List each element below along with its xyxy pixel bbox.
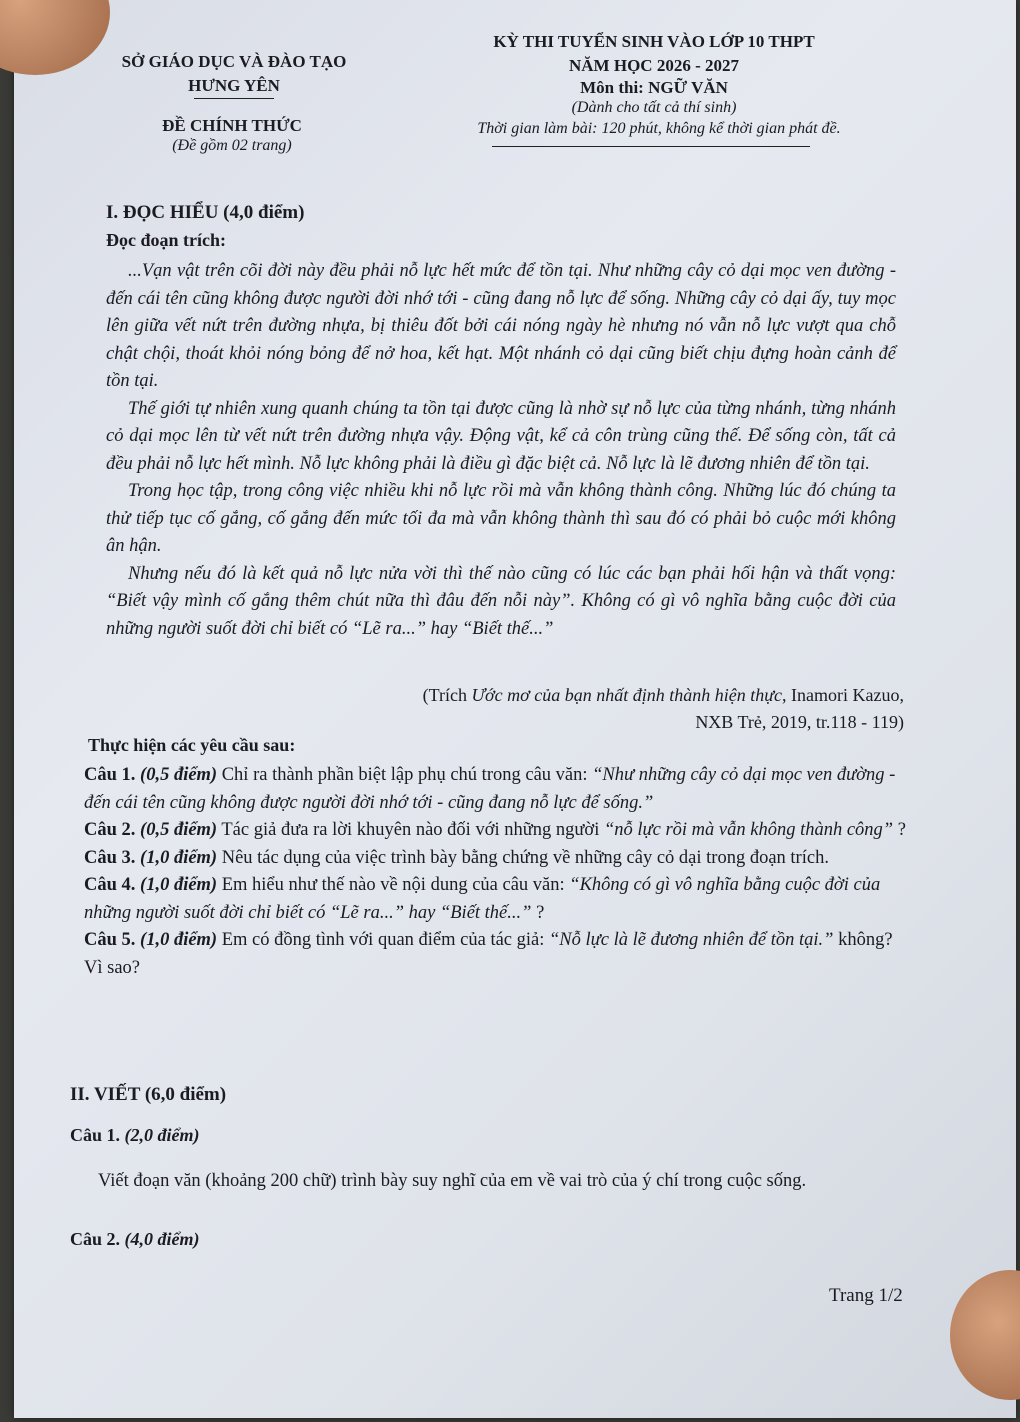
question-1-quote: “Như những cây cỏ dại mọc ven đường - đến cái tên cũng không được người đời nhớ tới - cũng đang nỗ lực để sống.” — [84, 765, 896, 813]
question-4-text: Em hiểu như thế nào về nội dung của câu văn: — [217, 875, 570, 895]
section2-question-1-heading — [70, 1125, 200, 1146]
question-4-points: (1,0 điểm) — [140, 875, 218, 895]
section2-question-2-heading — [70, 1229, 200, 1250]
question-3-num: Câu 3. — [84, 847, 136, 868]
question-1-num: Câu 1. — [84, 765, 136, 785]
question-1 — [84, 762, 914, 817]
question-5-quote: “Nỗ lực là lẽ đương nhiên để tồn tại.” — [549, 930, 834, 950]
audience: (Dành cho tất cả thí sinh) — [571, 99, 737, 116]
source-title: Ước mơ của bạn nhất định thành hiện thực — [471, 685, 783, 705]
tasks-label: Thực hiện các yêu cầu sau: — [88, 735, 296, 755]
section2-q2-num: Câu 2. — [70, 1229, 121, 1249]
question-5 — [84, 927, 914, 982]
read-label: Đọc đoạn trích: — [106, 230, 226, 250]
question-2-points: (0,5 điểm) — [140, 820, 218, 840]
passage-paragraph-3: Trong học tập, trong công việc nhiều khi nỗ lực rồi mà vẫn không thành công. Những lúc đó chúng ta thử tiếp tục cố gắng, cố gắng đến mức tối đa mà vẫn không thành thì sau đó có phải bỏ cuộc mới không ân hận. — [106, 481, 896, 556]
subject: Môn thi: NGỮ VĂN — [580, 78, 728, 97]
question-4 — [84, 872, 914, 927]
question-5-tail: không? Vì sao? — [84, 930, 893, 978]
question-3 — [84, 845, 914, 873]
time-note: Thời gian làm bài: 120 phút, không kể thời gian phát đề. — [477, 120, 841, 137]
passage-paragraph-2: Thế giới tự nhiên xung quanh chúng ta tồn tại được cũng là nhờ sự nỗ lực của từng nhánh, từng nhánh cỏ dại mọc lên từ vết nứt trên đường nhựa vậy. Động vật, kể cả côn trùng cũng thế. Để sống còn, tất cả đều phải nỗ lực hết mình. Nỗ lực không phải là điều gì đặc biệt cả. Nỗ lực là lẽ đương nhiên để tồn tại. — [106, 398, 896, 474]
section1-title: I. ĐỌC HIỂU (4,0 điểm) — [106, 202, 305, 223]
question-5-num: Câu 5. — [84, 930, 136, 950]
passage-paragraph-4: Nhưng nếu đó là kết quả nỗ lực nửa vời thì thế nào cũng có lúc các bạn phải hối hận và thất vọng: “Biết vậy mình cố gắng thêm chút nữa thì đâu đến nỗi này”. Không có gì vô nghĩa bằng cuộc đời của những người suốt đời chỉ biết có “Lẽ ra...” hay “Biết thế...” — [106, 563, 896, 639]
source-line2: NXB Trẻ, 2019, tr.118 - 119) — [695, 712, 904, 732]
question-list — [84, 762, 914, 982]
source-citation — [314, 682, 904, 736]
dept-underline — [194, 98, 274, 99]
question-4-num: Câu 4. — [84, 875, 136, 895]
page-number: Trang 1/2 — [829, 1285, 903, 1306]
question-2-text: Tác giả đưa ra lời khuyên nào đối với những người — [217, 820, 604, 840]
question-2-tail: ? — [893, 820, 906, 840]
section2-q1-num: Câu 1. — [70, 1125, 121, 1145]
question-2-quote: “nỗ lực rồi mà vẫn không thành công” — [603, 820, 894, 840]
pages-note: (Đề gồm 02 trang) — [172, 137, 292, 154]
section2-q1-points: (2,0 điểm) — [124, 1125, 200, 1145]
exam-paper — [14, 0, 1016, 1418]
passage — [106, 258, 896, 643]
source-prefix: (Trích — [422, 685, 472, 705]
dept-line1: SỞ GIÁO DỤC VÀ ĐÀO TẠO — [121, 52, 347, 71]
question-2 — [84, 817, 914, 845]
dept-line2: HƯNG YÊN — [188, 76, 280, 95]
question-2-num: Câu 2. — [84, 820, 136, 840]
question-4-tail: ? — [536, 902, 545, 923]
question-1-points: (0,5 điểm) — [140, 765, 218, 785]
exam-title: KỲ THI TUYỂN SINH VÀO LỚP 10 THPT — [493, 32, 815, 51]
source-line1 — [314, 682, 904, 709]
section2-title: II. VIẾT (6,0 điểm) — [70, 1084, 227, 1105]
source-suffix: , Inamori Kazuo, — [782, 685, 904, 705]
question-1-text: Chỉ ra thành phần biệt lập phụ chú trong câu văn: — [217, 765, 593, 785]
question-3-text: Nêu tác dụng của việc trình bày bằng chứng về những cây cỏ dại trong đoạn trích. — [217, 847, 829, 868]
question-3-points: (1,0 điểm) — [140, 847, 218, 868]
passage-paragraph-1: ...Vạn vật trên cõi đời này đều phải nỗ lực hết mức để tồn tại. Như những cây cỏ dại mọc ven đường - đến cái tên cũng không được người đời nhớ tới - cũng đang nỗ lực để sống. Những cây cỏ dại ấy, tuy mọc lên giữa vết nứt trên đường nhựa, bị thiêu đốt bởi cái nóng ngày hè nhưng nó vẫn nỗ lực vượt qua chỗ chật chội, thoát khỏi nóng bỏng để nở hoa, kết hạt. Một nhánh cỏ dại cũng biết chịu đựng hoàn cảnh để tồn tại. — [106, 261, 896, 391]
time-underline — [492, 146, 810, 147]
question-5-points: (1,0 điểm) — [140, 930, 218, 950]
question-5-text: Em có đồng tình với quan điểm của tác giả: — [217, 930, 550, 950]
section2-q1-text: Viết đoạn văn (khoảng 200 chữ) trình bày suy nghĩ của em về vai trò của ý chí trong cuộc sống. — [98, 1171, 807, 1191]
official-label: ĐỀ CHÍNH THỨC — [162, 116, 302, 135]
school-year: NĂM HỌC 2026 - 2027 — [569, 56, 739, 75]
section2-q2-points: (4,0 điểm) — [124, 1229, 200, 1249]
question-4-quote: “Không có gì vô nghĩa bằng cuộc đời của những người suốt đời chỉ biết có “Lẽ ra...” hay “Biết thế...” — [84, 875, 881, 923]
